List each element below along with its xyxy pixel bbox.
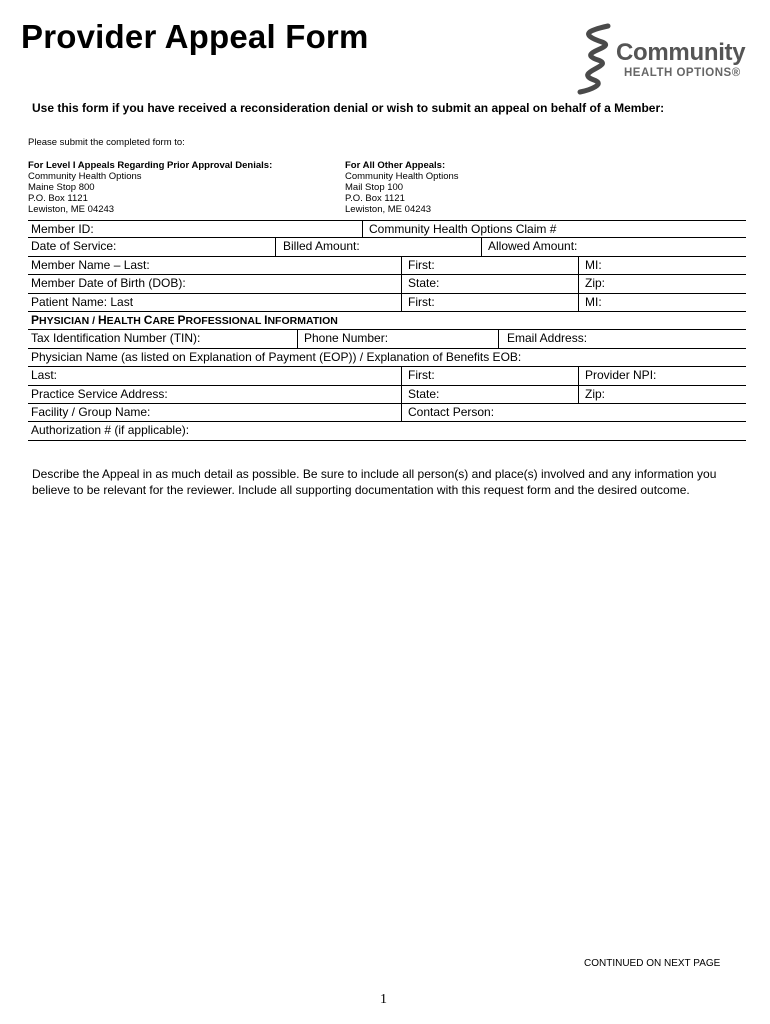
practice-zip-field[interactable]: Zip: [578,386,746,403]
member-first-name-field[interactable]: First: [401,257,578,274]
member-dob-field[interactable]: Member Date of Birth (DOB): [31,276,186,291]
physician-last-name-field[interactable]: Last: [31,368,58,383]
smallcaps-part: C [143,312,153,327]
patient-first-name-field[interactable]: First: [401,294,578,311]
physician-section-title [28,312,746,329]
address-line: Maine Stop 800 [28,182,95,193]
smallcaps-part: ROFESSIONAL [185,314,265,327]
billed-amount-field[interactable]: Billed Amount: [275,238,481,255]
appeal-description-instructions: Describe the Appeal in as much detail as possible. Be sure to include all person(s) and place(s) involved and any information you believe to be relevant for the reviewer. Include all supporting documentation with this request form and the desired outcome. [32,467,717,497]
phone-number-field[interactable]: Phone Number: [297,330,498,347]
address-level1-appeals [28,160,272,215]
provider-npi-field[interactable]: Provider NPI: [578,367,746,384]
form-row-service [28,238,746,256]
smallcaps-part: P [177,312,186,327]
physician-name-note: Physician Name (as listed on Explanation of Payment (EOP)) / Explanation of Benefits EOB: [31,349,522,364]
address-line: Lewiston, ME 04243 [28,204,115,215]
community-health-options-logo [568,22,754,96]
smallcaps-part: I [264,312,268,327]
member-id-field[interactable]: Member ID: [31,222,94,236]
address-heading: For All Other Appeals: [345,160,446,171]
practice-address-field[interactable]: Practice Service Address: [31,386,168,401]
address-other-appeals [345,160,459,215]
form-row-practice-address [28,386,746,404]
address-line: Mail Stop 100 [345,182,404,193]
tin-field[interactable]: Tax Identification Number (TIN): [31,331,201,346]
patient-last-name-field[interactable]: Patient Name: Last [31,294,134,309]
address-line: Community Health Options [345,171,459,182]
smallcaps-part: HYSICIAN / [39,314,98,327]
form-row-physician-note [28,349,746,367]
contact-person-field[interactable]: Contact Person: [401,404,746,421]
authorization-number-field[interactable]: Authorization # (if applicable): [31,423,190,438]
member-state-field[interactable]: State: [401,275,578,292]
form-row-member-name [28,257,746,275]
address-heading: For Level I Appeals Regarding Prior Approval Denials: [28,160,273,171]
member-last-name-field[interactable]: Member Name – Last: [31,257,150,272]
page-number: 1 [380,992,387,1007]
smallcaps-part: P [31,312,40,327]
address-line: Lewiston, ME 04243 [345,204,432,215]
intro-instructions: Use this form if you have received a reconsideration denial or wish to submit an appeal on behalf of a Member: [32,101,665,115]
practice-state-field[interactable]: State: [401,386,578,403]
smallcaps-part: ARE [152,314,178,327]
member-mi-field[interactable]: MI: [578,257,746,274]
date-of-service-field[interactable]: Date of Service: [31,239,117,254]
form-row-member-id [28,220,746,238]
email-address-field[interactable]: Email Address: [498,330,746,347]
address-line: P.O. Box 1121 [345,193,405,204]
physician-first-name-field[interactable]: First: [401,367,578,384]
form-row-tin [28,330,746,348]
logo-text-community: Community [616,39,746,66]
facility-group-name-field[interactable]: Facility / Group Name: [31,404,151,419]
section-header-physician [28,312,746,330]
form-row-member-dob [28,275,746,293]
allowed-amount-field[interactable]: Allowed Amount: [481,238,746,255]
form-row-physician-name [28,367,746,385]
form-row-authorization [28,422,746,440]
address-line: P.O. Box 1121 [28,193,88,204]
patient-mi-field[interactable]: MI: [578,294,746,311]
address-line: Community Health Options [28,171,142,182]
submit-to-label: Please submit the completed form to: [28,137,185,148]
smallcaps-part: H [97,312,107,327]
form-row-facility [28,404,746,422]
logo-text-health-options: HEALTH OPTIONS® [624,67,741,79]
continued-notice: CONTINUED ON NEXT PAGE [584,958,721,969]
member-zip-field[interactable]: Zip: [578,275,746,292]
form-title: Provider Appeal Form [21,18,369,55]
claim-number-field[interactable]: Community Health Options Claim # [362,221,746,237]
form-row-patient-name [28,294,746,312]
appeal-form-fields [28,220,746,441]
smallcaps-part: EALTH [106,314,144,327]
smallcaps-part: NFORMATION [267,314,338,327]
